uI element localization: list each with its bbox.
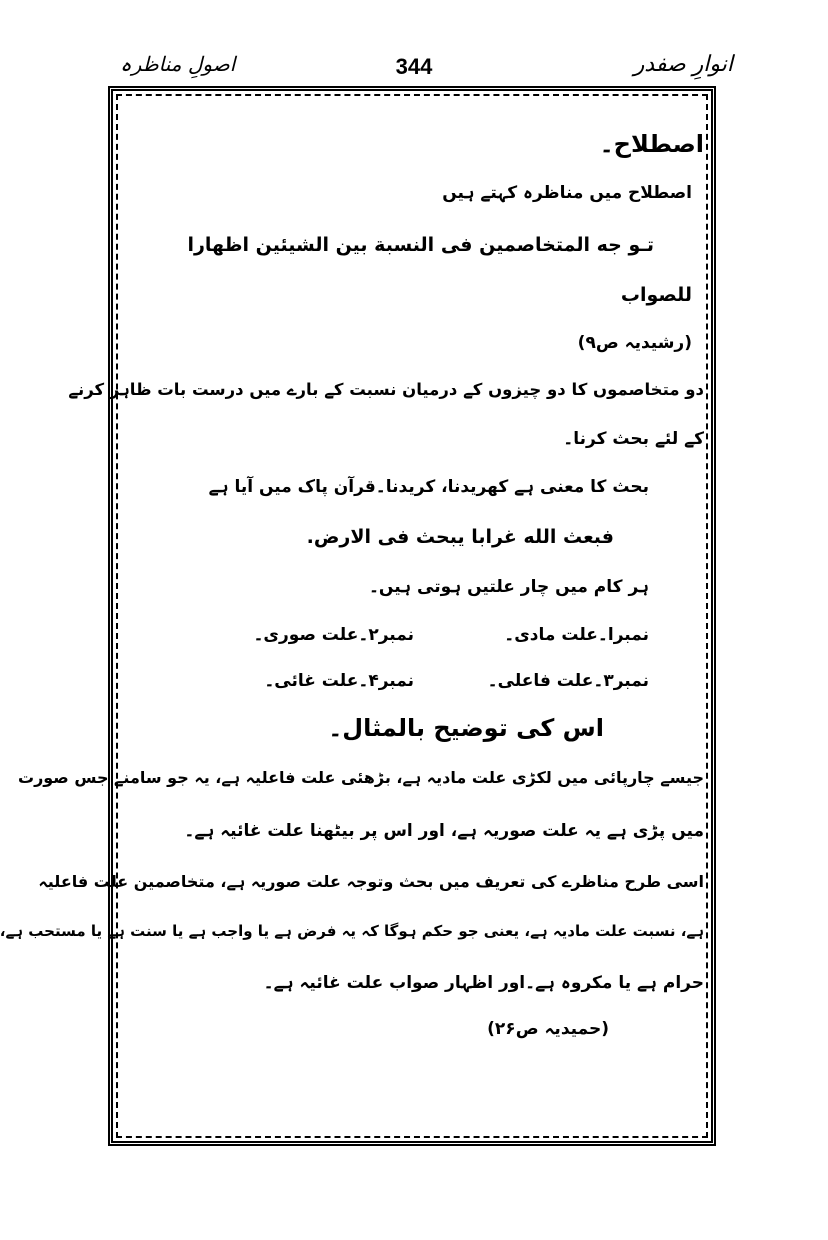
paragraph-line: کے لئے بحث کرنا۔ (563, 429, 704, 449)
arabic-verse: فبعث الله غرابا يبحث فى الارض. (306, 526, 614, 548)
paragraph-line: حرام ہے یا مکروہ ہے۔اور اظہار صواب علت غائیہ ہے۔ (263, 973, 704, 993)
reference: (حمیدیہ ص۲۶) (487, 1019, 609, 1039)
cause-item: نمبرا۔علت مادی۔ (504, 625, 649, 645)
paragraph-line: ہر کام میں چار علتیں ہوتی ہیں۔ (368, 577, 649, 597)
page-number: 344 (395, 54, 433, 79)
arabic-definition: تـو جه المتخاصمين فى النسبة بين الشيئين اظهارا (187, 234, 654, 256)
paragraph-line: میں پڑی ہے یہ علت صوریہ ہے، اور اس پر بیٹھنا علت غائیہ ہے۔ (184, 821, 704, 841)
paragraph-line: ہے، نسبت علت مادیہ ہے، یعنی جو حکم ہوگا کہ یہ فرض ہے یا واجب ہے یا سنت ہے یا مستحب ہے، (0, 922, 704, 940)
book-title: انوارِ صفدر (633, 52, 733, 77)
paragraph-line: جیسے چارپائی میں لکڑی علت مادیہ ہے، بڑھئی علت فاعلیہ ہے، یہ جو سامنے جس صورت (17, 768, 704, 787)
heading-example: اس کی توضیح بالمثال۔ (328, 714, 604, 742)
paragraph-line: اصطلاح میں مناظرہ کہتے ہیں (442, 183, 692, 203)
cause-item: نمبر۴۔علت غائی۔ (264, 671, 414, 691)
cause-item: نمبر۲۔علت صوری۔ (253, 625, 414, 645)
section-title: اصولِ مناظرہ (120, 52, 236, 76)
cause-item: نمبر۳۔علت فاعلی۔ (487, 671, 649, 691)
paragraph-line: دو متخاصموں کا دو چیزوں کے درمیان نسبت کے بارے میں درست بات ظاہر کرنے (68, 380, 704, 399)
paragraph-line: بحث کا معنی ہے کھریدنا، کریدنا۔قرآن پاک میں آیا ہے (208, 477, 649, 497)
arabic-definition-cont: للصواب (620, 284, 692, 306)
reference: (رشیدیہ ص۹) (577, 333, 692, 353)
heading-istilah: اصطلاح۔ (599, 130, 704, 158)
paragraph-line: اسی طرح مناظرے کی تعریف میں بحث وتوجہ علت صوریہ ہے، متخاصمین علت فاعلیہ (38, 872, 704, 891)
